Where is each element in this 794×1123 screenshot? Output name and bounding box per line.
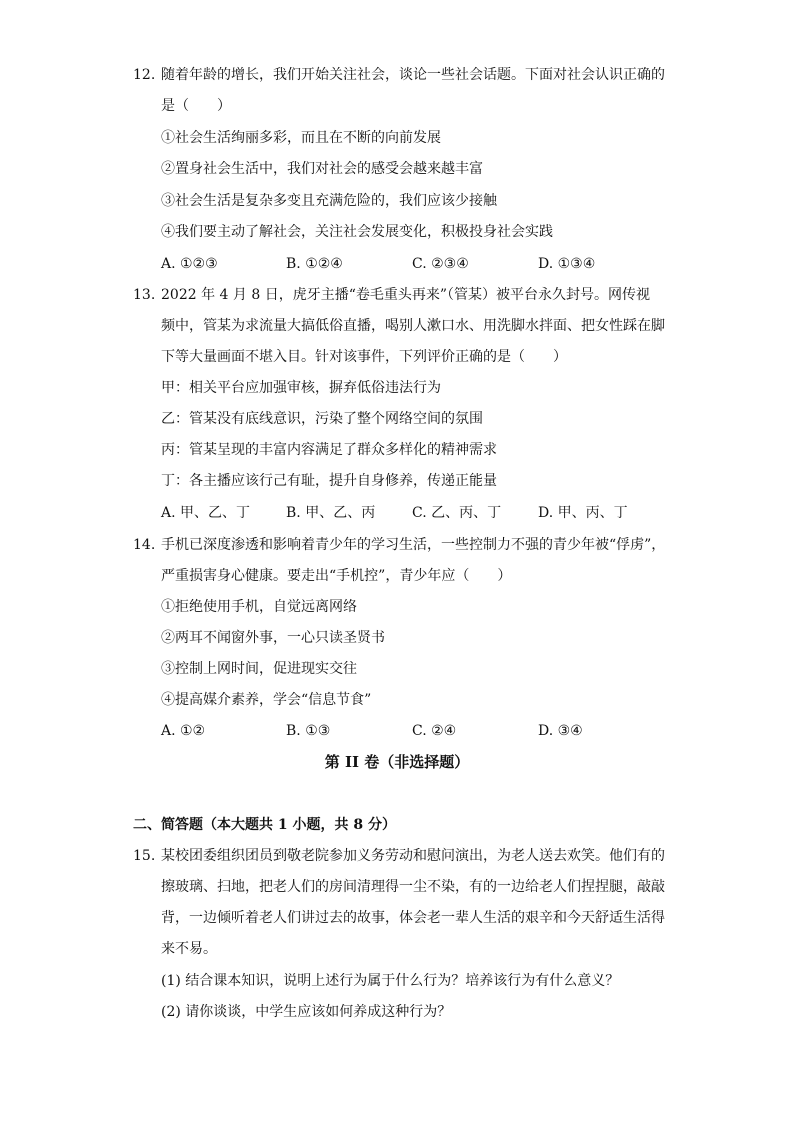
statement: ①拒绝使用手机，自觉远离网络 <box>161 599 357 615</box>
question-stem-line: 下等大量画面不堪入目。针对该事件，下列评价正确的是（ ） <box>161 349 567 365</box>
question-stem-line: 随着年龄的增长，我们开始关注社会，谈论一些社会话题。下面对社会认识正确的 <box>161 67 665 83</box>
part-heading: 二、简答题（本大题共 1 小题，共 8 分） <box>133 817 396 833</box>
question-stem-line: 擦玻璃、扫地，把老人们的房间清理得一尘不染，有的一边给老人们捏捏腿，敲敲 <box>161 879 665 895</box>
statement: ③社会生活是复杂多变且充满危险的，我们应该少接触 <box>161 193 497 209</box>
statement: ③控制上网时间，促进现实交往 <box>161 661 357 677</box>
statement: ④我们要主动了解社会，关注社会发展变化，积极投身社会实践 <box>161 224 553 240</box>
subquestion-2: (2) 请你谈谈，中学生应该如何养成这种行为？ <box>161 1004 452 1020</box>
statement: ①社会生活绚丽多彩，而且在不断的向前发展 <box>161 130 441 146</box>
question-stem-line: 某校团委组织团员到敬老院参加义务劳动和慰问演出，为老人送去欢笑。他们有的 <box>161 848 665 864</box>
question-number: 12. <box>133 67 156 83</box>
statement: 丙：管某呈现的丰富内容满足了群众多样化的精神需求 <box>161 442 497 458</box>
question-stem-line: 手机已深度渗透和影响着青少年的学习生活，一些控制力不强的青少年被“俘虏”， <box>161 537 666 553</box>
question-stem-line: 2022 年 4 月 8 日，虎牙主播“卷毛重头再来”（管某）被平台永久封号。网传视 <box>161 287 651 303</box>
statement: 乙：管某没有底线意识，污染了整个网络空间的氛围 <box>161 411 483 427</box>
option-a[interactable]: A. ①②③ <box>161 256 218 272</box>
statement: ②两耳不闻窗外事，一心只读圣贤书 <box>161 630 385 646</box>
question-stem-line: 背，一边倾听着老人们讲过去的故事，体会老一辈人生活的艰辛和今天舒适生活得 <box>161 910 665 926</box>
option-c[interactable]: C. ②④ <box>412 723 457 739</box>
option-c[interactable]: C. ②③④ <box>412 256 469 272</box>
section-title: 第 II 卷（非选择题） <box>324 753 470 771</box>
option-b[interactable]: B. ①③ <box>286 723 331 739</box>
question-number: 15. <box>133 848 156 864</box>
option-d[interactable]: D. ③④ <box>538 723 583 739</box>
option-b[interactable]: B. 甲、乙、丙 <box>286 505 376 521</box>
question-number: 14. <box>133 537 156 553</box>
question-stem-line: 严重损害身心健康。要走出“手机控”，青少年应（ ） <box>161 568 512 584</box>
statement: 丁：各主播应该行己有耻，提升自身修养，传递正能量 <box>161 473 497 489</box>
option-a[interactable]: A. 甲、乙、丁 <box>161 505 251 521</box>
option-a[interactable]: A. ①② <box>161 723 206 739</box>
question-stem-line: 来不易。 <box>161 941 217 957</box>
statement: 甲：相关平台应加强审核，摒弃低俗违法行为 <box>161 380 441 396</box>
question-number: 13. <box>133 287 156 303</box>
option-c[interactable]: C. 乙、丙、丁 <box>412 505 502 521</box>
question-stem-line: 是（ ） <box>161 98 231 114</box>
statement: ②置身社会生活中，我们对社会的感受会越来越丰富 <box>161 161 483 177</box>
question-stem-line: 频中，管某为求流量大搞低俗直播，喝别人漱口水、用洗脚水拌面、把女性踩在脚 <box>161 318 665 334</box>
option-b[interactable]: B. ①②④ <box>286 256 343 272</box>
option-d[interactable]: D. ①③④ <box>538 256 596 272</box>
subquestion-1: (1) 结合课本知识，说明上述行为属于什么行为？培养该行为有什么意义？ <box>161 973 620 989</box>
option-d[interactable]: D. 甲、丙、丁 <box>538 505 628 521</box>
statement: ④提高媒介素养，学会“信息节食” <box>161 692 372 708</box>
